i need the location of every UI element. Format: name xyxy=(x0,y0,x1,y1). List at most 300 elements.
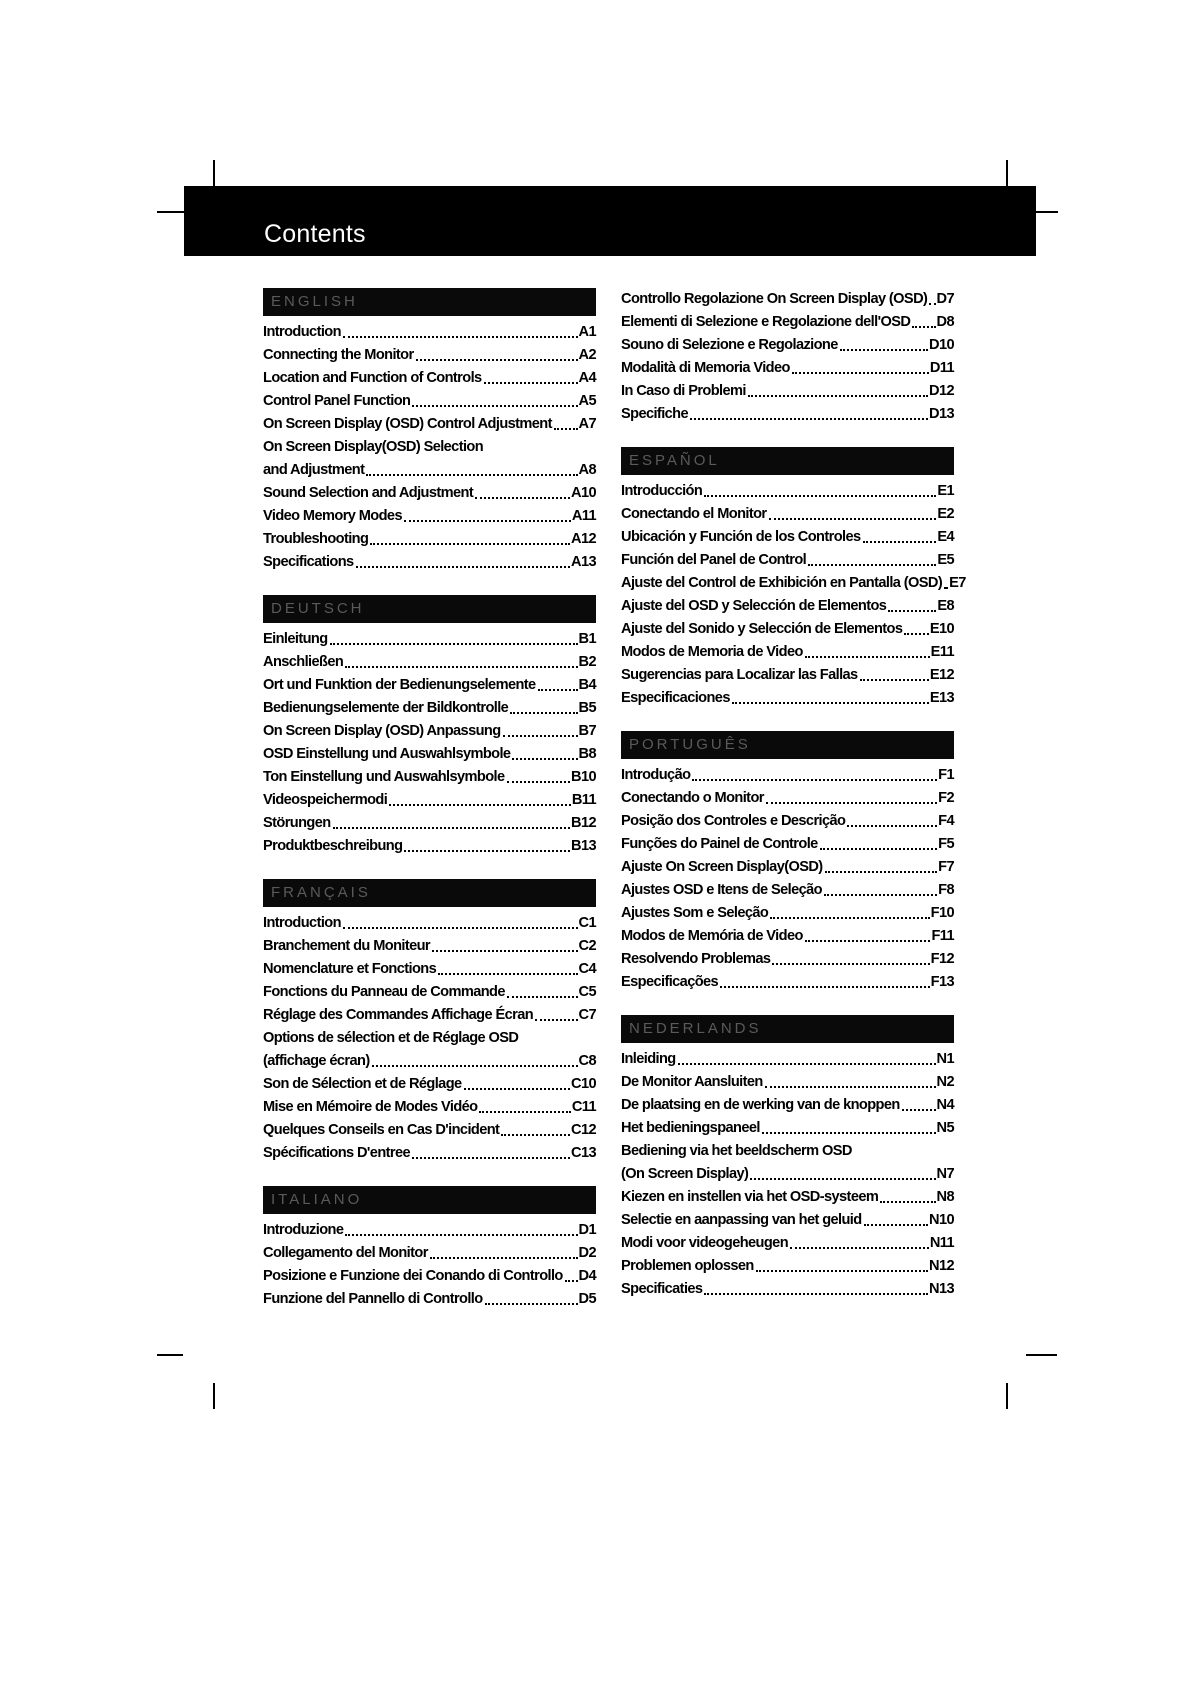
toc-leader-dots xyxy=(792,372,929,374)
toc-entry[interactable] xyxy=(263,835,596,858)
language-section-label: PORTUGUÊS xyxy=(629,736,751,753)
language-section-bar xyxy=(263,595,596,623)
toc-entry[interactable] xyxy=(263,459,596,482)
toc-entry-page: B7 xyxy=(578,723,596,739)
toc-entry-title: OSD Einstellung und Auswahlsymbole xyxy=(263,746,511,762)
toc-entry-title: Videospeichermodi xyxy=(263,792,388,808)
language-section-label: FRANÇAIS xyxy=(271,884,371,901)
toc-entry[interactable] xyxy=(263,551,596,574)
toc-entry[interactable] xyxy=(621,1278,954,1301)
toc-entry[interactable] xyxy=(621,618,954,641)
toc-entry-title: Función del Panel de Control xyxy=(621,552,807,568)
toc-entry-page: E11 xyxy=(930,644,954,660)
toc-entry[interactable] xyxy=(263,812,596,835)
toc-leader-dots xyxy=(863,541,937,543)
toc-entry-title: On Screen Display(OSD) Selection xyxy=(263,439,484,455)
left-toc-column xyxy=(263,288,596,1311)
toc-entry[interactable] xyxy=(621,1186,954,1209)
toc-entry[interactable] xyxy=(621,334,954,357)
right-toc-column xyxy=(621,288,966,1301)
toc-leader-dots xyxy=(464,1088,570,1090)
toc-entry[interactable] xyxy=(263,1242,596,1265)
toc-entry[interactable] xyxy=(621,526,954,549)
toc-leader-dots xyxy=(479,1111,570,1113)
toc-leader-dots xyxy=(389,804,571,806)
toc-entry-page: B2 xyxy=(578,654,596,670)
toc-entry-title: Modalità di Memoria Video xyxy=(621,360,790,376)
toc-entry-page: E8 xyxy=(937,598,954,614)
toc-entry[interactable] xyxy=(263,981,596,1004)
toc-entry-page: E12 xyxy=(929,667,954,683)
language-section-label: ESPAÑOL xyxy=(629,452,720,469)
toc-entry-page: D8 xyxy=(936,314,954,330)
toc-entry-page: B8 xyxy=(578,746,596,762)
section-gap xyxy=(263,858,596,879)
toc-leader-dots xyxy=(840,349,928,351)
toc-entry[interactable] xyxy=(621,856,954,879)
toc-leader-dots xyxy=(765,1086,936,1088)
toc-entry[interactable] xyxy=(263,912,596,935)
toc-entry[interactable] xyxy=(621,810,954,833)
toc-entry[interactable] xyxy=(621,664,954,687)
toc-entry-title: Bediening via het beeldscherm OSD xyxy=(621,1143,852,1159)
toc-entry-title: On Screen Display (OSD) Control Adjustment xyxy=(263,416,552,432)
toc-entry-page: C4 xyxy=(578,961,596,977)
toc-entry-title: Introducción xyxy=(621,483,703,499)
toc-entry[interactable] xyxy=(263,766,596,789)
page-title: Contents xyxy=(264,220,366,248)
toc-entry-title: Sound Selection and Adjustment xyxy=(263,485,474,501)
toc-entry-title: Controllo Regolazione On Screen Display (OSD) xyxy=(621,291,928,307)
toc-entry-title: Specifications xyxy=(263,554,354,570)
crop-mark-top-right-vertical xyxy=(1006,160,1008,186)
toc-entry-title: Souno di Selezione e Regolazione xyxy=(621,337,838,353)
toc-entry-page: D13 xyxy=(929,406,954,422)
toc-entry-title: Posizione e Funzione dei Conando di Controllo xyxy=(263,1268,563,1284)
toc-section xyxy=(263,1186,596,1311)
toc-entry-page: D7 xyxy=(936,291,954,307)
toc-entry-page: D12 xyxy=(929,383,954,399)
toc-entry[interactable] xyxy=(621,380,954,403)
toc-entry-page: F11 xyxy=(931,928,954,944)
toc-entry-page: E7 xyxy=(949,575,966,591)
toc-entry-title: Introdução xyxy=(621,767,691,783)
toc-leader-dots xyxy=(704,495,936,497)
toc-entry-page: B10 xyxy=(571,769,596,785)
language-section-bar xyxy=(263,1186,596,1214)
toc-leader-dots xyxy=(484,382,578,384)
language-section-bar xyxy=(621,731,954,759)
toc-entry-title: Control Panel Function xyxy=(263,393,411,409)
toc-entry-title: Inleiding xyxy=(621,1051,676,1067)
toc-entry[interactable] xyxy=(621,902,954,925)
toc-entry[interactable] xyxy=(263,436,596,459)
toc-entry[interactable] xyxy=(621,948,954,971)
toc-entry-page: C8 xyxy=(578,1053,596,1069)
toc-entry[interactable] xyxy=(263,413,596,436)
toc-leader-dots xyxy=(412,1157,570,1159)
toc-leader-dots xyxy=(343,927,578,929)
toc-entry[interactable] xyxy=(263,720,596,743)
toc-entry-page: A13 xyxy=(571,554,596,570)
toc-entry-title: Ort und Funktion der Bedienungselemente xyxy=(263,677,536,693)
language-section-label: ITALIANO xyxy=(271,1191,363,1208)
language-section-label: ENGLISH xyxy=(271,293,358,310)
toc-leader-dots xyxy=(430,1257,578,1259)
toc-entry[interactable] xyxy=(263,958,596,981)
toc-entry[interactable] xyxy=(621,1094,954,1117)
toc-entry[interactable] xyxy=(621,572,966,595)
toc-entry[interactable] xyxy=(621,833,954,856)
language-section-label: NEDERLANDS xyxy=(629,1020,762,1037)
section-gap xyxy=(621,426,954,447)
toc-entry[interactable] xyxy=(263,528,596,551)
toc-entry-title: Funzione del Pannello di Controllo xyxy=(263,1291,483,1307)
toc-entry-title: Specifiche xyxy=(621,406,688,422)
toc-entry[interactable] xyxy=(621,503,954,526)
toc-entry-page: B5 xyxy=(578,700,596,716)
toc-entry-title: Funções do Painel de Controle xyxy=(621,836,818,852)
toc-leader-dots xyxy=(535,1019,577,1021)
toc-entry-title: Connecting the Monitor xyxy=(263,347,414,363)
language-section-bar xyxy=(621,447,954,475)
toc-leader-dots xyxy=(372,1065,578,1067)
toc-entry[interactable] xyxy=(263,1004,596,1027)
toc-entry-title: Introduction xyxy=(263,324,341,340)
toc-entry-title: Selectie en aanpassing van het geluid xyxy=(621,1212,862,1228)
toc-entry-title: Quelques Conseils en Cas D'incident xyxy=(263,1122,500,1138)
toc-entry-page: N11 xyxy=(929,1235,954,1251)
toc-entry-page: C2 xyxy=(578,938,596,954)
toc-entry-title: Ajustes Som e Seleção xyxy=(621,905,769,921)
toc-leader-dots xyxy=(888,610,936,612)
toc-leader-dots xyxy=(485,1303,578,1305)
toc-entry-title: Ajuste del OSD y Selección de Elementos xyxy=(621,598,887,614)
toc-entry[interactable] xyxy=(263,1288,596,1311)
toc-entry-page: C10 xyxy=(571,1076,596,1092)
toc-entry-title: Introduzione xyxy=(263,1222,344,1238)
toc-leader-dots xyxy=(748,395,928,397)
toc-entry-page: A4 xyxy=(578,370,596,386)
crop-mark-bottom-right-horizontal xyxy=(1026,1354,1057,1356)
toc-leader-dots xyxy=(904,633,928,635)
toc-entry[interactable] xyxy=(263,482,596,505)
toc-entry-title: Ajuste del Control de Exhibición en Pantalla (OSD) xyxy=(621,575,943,591)
toc-entry[interactable] xyxy=(263,321,596,344)
toc-entry-title: Options de sélection et de Réglage OSD xyxy=(263,1030,519,1046)
toc-leader-dots xyxy=(790,1247,929,1249)
toc-entry-title: Produktbeschreibung xyxy=(263,838,403,854)
toc-entry-page: N5 xyxy=(936,1120,954,1136)
toc-entry-page: E4 xyxy=(937,529,954,545)
toc-entry[interactable] xyxy=(263,743,596,766)
toc-entry-title: Kiezen en instellen via het OSD-systeem xyxy=(621,1189,879,1205)
crop-mark-top-left-vertical xyxy=(213,160,215,186)
toc-leader-dots xyxy=(766,802,937,804)
toc-entry[interactable] xyxy=(263,1265,596,1288)
toc-entry-page: F13 xyxy=(930,974,954,990)
toc-leader-dots xyxy=(732,702,929,704)
toc-entry-page: A12 xyxy=(571,531,596,547)
toc-entry[interactable] xyxy=(263,651,596,674)
toc-entry-title: Elementi di Selezione e Regolazione dell'OSD xyxy=(621,314,911,330)
toc-entry-page: E1 xyxy=(937,483,954,499)
toc-entry[interactable] xyxy=(621,787,954,810)
toc-leader-dots xyxy=(860,679,929,681)
toc-leader-dots xyxy=(412,405,577,407)
toc-leader-dots xyxy=(503,735,578,737)
toc-entry[interactable] xyxy=(621,1071,954,1094)
toc-entry-title: Ton Einstellung und Auswahlsymbole xyxy=(263,769,505,785)
toc-entry-page: D5 xyxy=(578,1291,596,1307)
toc-section xyxy=(621,288,954,426)
toc-section xyxy=(621,1015,954,1301)
toc-entry-title: Specificaties xyxy=(621,1281,703,1297)
section-gap xyxy=(621,994,954,1015)
toc-entry-page: D10 xyxy=(929,337,954,353)
toc-section xyxy=(263,288,596,574)
toc-entry-title: Posição dos Controles e Descrição xyxy=(621,813,846,829)
toc-entry-title: In Caso di Problemi xyxy=(621,383,746,399)
toc-entry[interactable] xyxy=(621,357,954,380)
toc-entry-page: N4 xyxy=(936,1097,954,1113)
toc-leader-dots xyxy=(501,1134,570,1136)
toc-entry-page: N8 xyxy=(936,1189,954,1205)
toc-entry-page: D2 xyxy=(578,1245,596,1261)
toc-entry-page: A1 xyxy=(578,324,596,340)
toc-entry-page: N13 xyxy=(929,1281,954,1297)
toc-entry-page: C5 xyxy=(578,984,596,1000)
toc-entry[interactable] xyxy=(263,697,596,720)
crop-mark-top-right-horizontal xyxy=(1036,211,1058,213)
toc-entry-title: Bedienungselemente der Bildkontrolle xyxy=(263,700,509,716)
toc-entry[interactable] xyxy=(621,595,954,618)
crop-mark-top-left-horizontal xyxy=(157,211,184,213)
toc-entry-page: A8 xyxy=(578,462,596,478)
toc-leader-dots xyxy=(880,1201,935,1203)
toc-entry-title: Location and Function of Controls xyxy=(263,370,482,386)
toc-entry-page: C11 xyxy=(571,1099,596,1115)
toc-leader-dots xyxy=(345,666,577,668)
toc-leader-dots xyxy=(944,587,948,589)
toc-entry[interactable] xyxy=(621,549,954,572)
toc-leader-dots xyxy=(929,303,935,305)
toc-entry-title: and Adjustment xyxy=(263,462,365,478)
toc-leader-dots xyxy=(902,1109,936,1111)
crop-mark-bottom-right-vertical xyxy=(1006,1383,1008,1409)
toc-leader-dots xyxy=(769,518,937,520)
toc-entry[interactable] xyxy=(621,879,954,902)
toc-entry[interactable] xyxy=(263,1119,596,1142)
toc-entry-title: Troubleshooting xyxy=(263,531,369,547)
toc-entry-page: F1 xyxy=(938,767,954,783)
toc-section xyxy=(621,447,966,710)
toc-entry-page: E5 xyxy=(937,552,954,568)
language-section-bar xyxy=(263,879,596,907)
toc-leader-dots xyxy=(770,917,929,919)
toc-entry-title: Anschließen xyxy=(263,654,344,670)
toc-section xyxy=(263,595,596,858)
toc-leader-dots xyxy=(343,336,578,338)
toc-leader-dots xyxy=(356,566,570,568)
toc-entry-page: A11 xyxy=(571,508,596,524)
toc-entry-page: F4 xyxy=(938,813,954,829)
toc-entry-title: Son de Sélection et de Réglage xyxy=(263,1076,462,1092)
toc-leader-dots xyxy=(690,418,928,420)
toc-leader-dots xyxy=(438,973,577,975)
toc-entry-title: Conectando o Monitor xyxy=(621,790,764,806)
toc-entry-title: Réglage des Commandes Affichage Écran xyxy=(263,1007,534,1023)
toc-entry-page: N12 xyxy=(929,1258,954,1274)
toc-entry[interactable] xyxy=(621,288,954,311)
toc-entry[interactable] xyxy=(263,344,596,367)
toc-leader-dots xyxy=(345,1234,577,1236)
toc-leader-dots xyxy=(808,564,936,566)
toc-entry[interactable] xyxy=(263,674,596,697)
toc-entry[interactable] xyxy=(263,367,596,390)
toc-entry-title: Einleitung xyxy=(263,631,328,647)
toc-entry[interactable] xyxy=(263,1142,596,1165)
toc-entry-title: Conectando el Monitor xyxy=(621,506,767,522)
toc-entry-title: Especificaciones xyxy=(621,690,730,706)
toc-entry[interactable] xyxy=(621,971,954,994)
toc-entry[interactable] xyxy=(263,390,596,413)
toc-leader-dots xyxy=(805,656,930,658)
toc-leader-dots xyxy=(824,894,937,896)
toc-entry[interactable] xyxy=(621,1255,954,1278)
toc-entry[interactable] xyxy=(621,480,954,503)
toc-entry-title: Fonctions du Panneau de Commande xyxy=(263,984,505,1000)
toc-leader-dots xyxy=(510,712,577,714)
toc-entry[interactable] xyxy=(621,687,954,710)
toc-entry[interactable] xyxy=(621,764,954,787)
toc-entry-title: Problemen oplossen xyxy=(621,1258,754,1274)
toc-entry[interactable] xyxy=(621,925,954,948)
toc-entry-title: Especificações xyxy=(621,974,719,990)
toc-entry-title: Sugerencias para Localizar las Fallas xyxy=(621,667,858,683)
toc-entry-page: E10 xyxy=(929,621,954,637)
toc-entry-page: B13 xyxy=(571,838,596,854)
toc-entry[interactable] xyxy=(263,1027,596,1050)
toc-entry-page: F7 xyxy=(938,859,954,875)
toc-section xyxy=(621,731,954,994)
crop-mark-bottom-left-vertical xyxy=(213,1383,215,1409)
toc-entry-page: D1 xyxy=(578,1222,596,1238)
contents-header-bar xyxy=(184,186,1036,256)
language-section-bar xyxy=(263,288,596,316)
toc-entry[interactable] xyxy=(621,1163,954,1186)
toc-entry-title: Introduction xyxy=(263,915,341,931)
toc-entry-page: C12 xyxy=(571,1122,596,1138)
section-gap xyxy=(621,710,954,731)
toc-entry-page: B11 xyxy=(571,792,596,808)
toc-entry-page: N10 xyxy=(929,1212,954,1228)
toc-entry-title: Ubicación y Función de los Controles xyxy=(621,529,861,545)
toc-entry-page: B12 xyxy=(571,815,596,831)
toc-entry[interactable] xyxy=(263,1096,596,1119)
toc-entry[interactable] xyxy=(621,1209,954,1232)
toc-entry-title: Modos de Memoria de Video xyxy=(621,644,803,660)
toc-leader-dots xyxy=(847,825,937,827)
toc-entry-page: D4 xyxy=(578,1268,596,1284)
toc-leader-dots xyxy=(538,689,578,691)
crop-mark-bottom-left-horizontal xyxy=(157,1354,183,1356)
toc-entry-page: A10 xyxy=(571,485,596,501)
toc-entry-title: Ajuste del Sonido y Selección de Elementos xyxy=(621,621,903,637)
toc-leader-dots xyxy=(554,428,578,430)
toc-leader-dots xyxy=(370,543,570,545)
toc-leader-dots xyxy=(864,1224,928,1226)
toc-entry[interactable] xyxy=(621,1140,954,1163)
toc-entry[interactable] xyxy=(263,1073,596,1096)
toc-entry-page: C1 xyxy=(578,915,596,931)
toc-entry-title: Resolvendo Problemas xyxy=(621,951,771,967)
toc-entry-page: F12 xyxy=(930,951,954,967)
toc-entry-page: N7 xyxy=(936,1166,954,1182)
toc-leader-dots xyxy=(432,950,578,952)
toc-leader-dots xyxy=(805,940,931,942)
toc-entry-page: F2 xyxy=(938,790,954,806)
toc-entry[interactable] xyxy=(263,789,596,812)
toc-leader-dots xyxy=(565,1280,578,1282)
toc-leader-dots xyxy=(912,326,935,328)
toc-leader-dots xyxy=(692,779,937,781)
toc-entry[interactable] xyxy=(621,311,954,334)
toc-leader-dots xyxy=(820,848,937,850)
toc-leader-dots xyxy=(678,1063,936,1065)
toc-entry-title: (affichage écran) xyxy=(263,1053,370,1069)
toc-entry[interactable] xyxy=(621,641,954,664)
toc-entry-title: Modi voor videogeheugen xyxy=(621,1235,789,1251)
toc-entry-title: Mise en Mémoire de Modes Vidéo xyxy=(263,1099,478,1115)
toc-leader-dots xyxy=(507,781,571,783)
section-gap xyxy=(263,1165,596,1186)
toc-leader-dots xyxy=(416,359,578,361)
toc-entry-page: A7 xyxy=(578,416,596,432)
toc-entry[interactable] xyxy=(263,1050,596,1073)
toc-entry[interactable] xyxy=(263,628,596,651)
toc-entry-title: Störungen xyxy=(263,815,331,831)
toc-entry-title: Nomenclature et Fonctions xyxy=(263,961,437,977)
toc-entry[interactable] xyxy=(263,505,596,528)
toc-entry[interactable] xyxy=(621,403,954,426)
toc-entry-page: B4 xyxy=(578,677,596,693)
toc-leader-dots xyxy=(720,986,930,988)
toc-entry-title: Video Memory Modes xyxy=(263,508,402,524)
toc-entry-title: Collegamento del Monitor xyxy=(263,1245,428,1261)
toc-entry[interactable] xyxy=(263,935,596,958)
toc-leader-dots xyxy=(825,871,938,873)
toc-leader-dots xyxy=(333,827,570,829)
toc-entry[interactable] xyxy=(621,1232,954,1255)
toc-entry[interactable] xyxy=(263,1219,596,1242)
toc-entry-page: D11 xyxy=(929,360,954,376)
toc-entry-title: Spécifications D'entree xyxy=(263,1145,411,1161)
toc-leader-dots xyxy=(404,520,571,522)
toc-entry-page: F8 xyxy=(938,882,954,898)
toc-entry-page: C13 xyxy=(571,1145,596,1161)
toc-entry-title: Branchement du Moniteur xyxy=(263,938,431,954)
toc-entry-title: On Screen Display (OSD) Anpassung xyxy=(263,723,501,739)
toc-entry[interactable] xyxy=(621,1117,954,1140)
toc-leader-dots xyxy=(704,1293,928,1295)
toc-entry-title: De Monitor Aansluiten xyxy=(621,1074,763,1090)
toc-section xyxy=(263,879,596,1165)
toc-entry[interactable] xyxy=(621,1048,954,1071)
toc-leader-dots xyxy=(512,758,577,760)
toc-leader-dots xyxy=(330,643,578,645)
toc-leader-dots xyxy=(404,850,570,852)
